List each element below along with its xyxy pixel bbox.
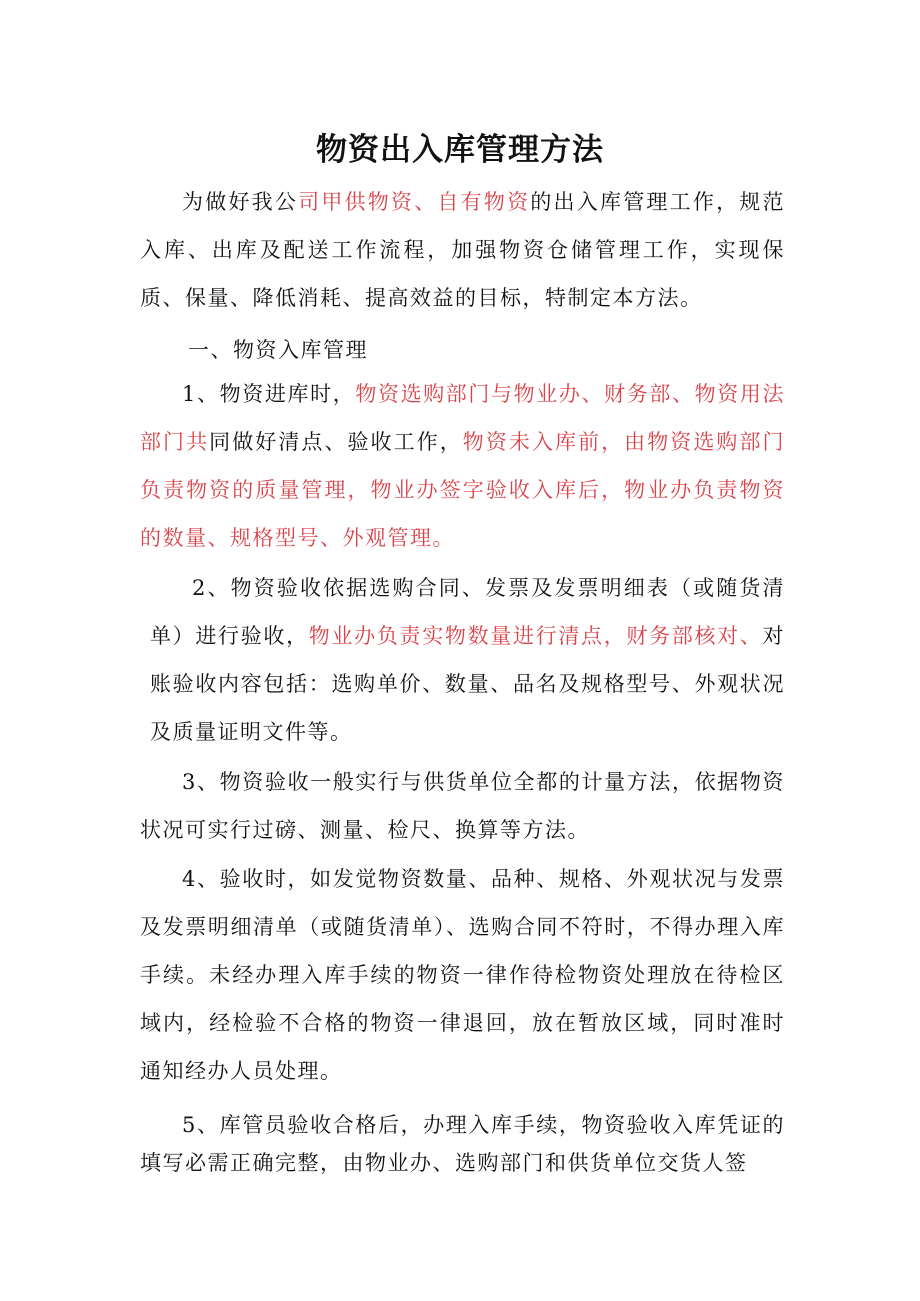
intro-paragraph xyxy=(140,178,785,322)
item-5-paragraph: 5、库管员验收合格后，办理入库手续，物资验收入库凭证的填写必需正确完整，由物业办、选购部门和供货单位交货人签 xyxy=(140,1113,785,1175)
item-2-text-2: 对账验收内容包括：选购单价、数量、品名及规格型号、外观状况及质量证明文件等。 xyxy=(150,624,785,744)
intro-highlight: 司甲供物资、自有物资 xyxy=(298,190,531,214)
intro-text-1: 为做好我公 xyxy=(182,190,299,214)
item-1-text-2: 同做好清点、验收工作， xyxy=(209,430,463,454)
item-3-paragraph: 3、物资验收一般实行与供货单位全都的计量方法，依据物资状况可实行过磅、测量、检尺、换算等方法。 xyxy=(140,770,785,842)
item-2-text-1: 2、物资验收依据选购合同、发票及发票明细表（或随货清单）进行验收， xyxy=(150,576,785,648)
item-2-paragraph xyxy=(150,564,785,756)
item-2-highlight: 物业办负责实物数量进行清点，财务部核对、 xyxy=(308,624,763,648)
item-1-highlight-1: 物资选购部门与物业办、财务部、物资用法部门共 xyxy=(140,382,785,454)
intro-text-2: 的出入库管理工作，规范入库、出库及配送工作流程，加强物资仓储管理工作，实现保质、保量、降低消耗、提高效益的目标，特制定本方法。 xyxy=(140,190,786,310)
item-1-text-1: 1、物资进库时， xyxy=(182,382,356,406)
section-heading-inbound: 一、物资入库管理 xyxy=(188,338,368,362)
document-title: 物资出入库管理方法 xyxy=(316,132,604,168)
item-1-paragraph xyxy=(140,370,785,562)
item-4-paragraph: 4、验收时，如发觉物资数量、品种、规格、外观状况与发票及发票明细清单（或随货清单）、选购合同不符时，不得办理入库手续。未经办理入库手续的物资一律作待检物资处理放在待检区域内，经检验不合格的物资一律退回，放在暂放区域，同时准时通知经办人员处理。 xyxy=(140,867,785,1083)
item-1-highlight-2: 物资未入库前，由物资选购部门负责物资的质量管理，物业办签字验收入库后，物业办负责物资的数量、规格型号、外观管理。 xyxy=(140,430,786,550)
